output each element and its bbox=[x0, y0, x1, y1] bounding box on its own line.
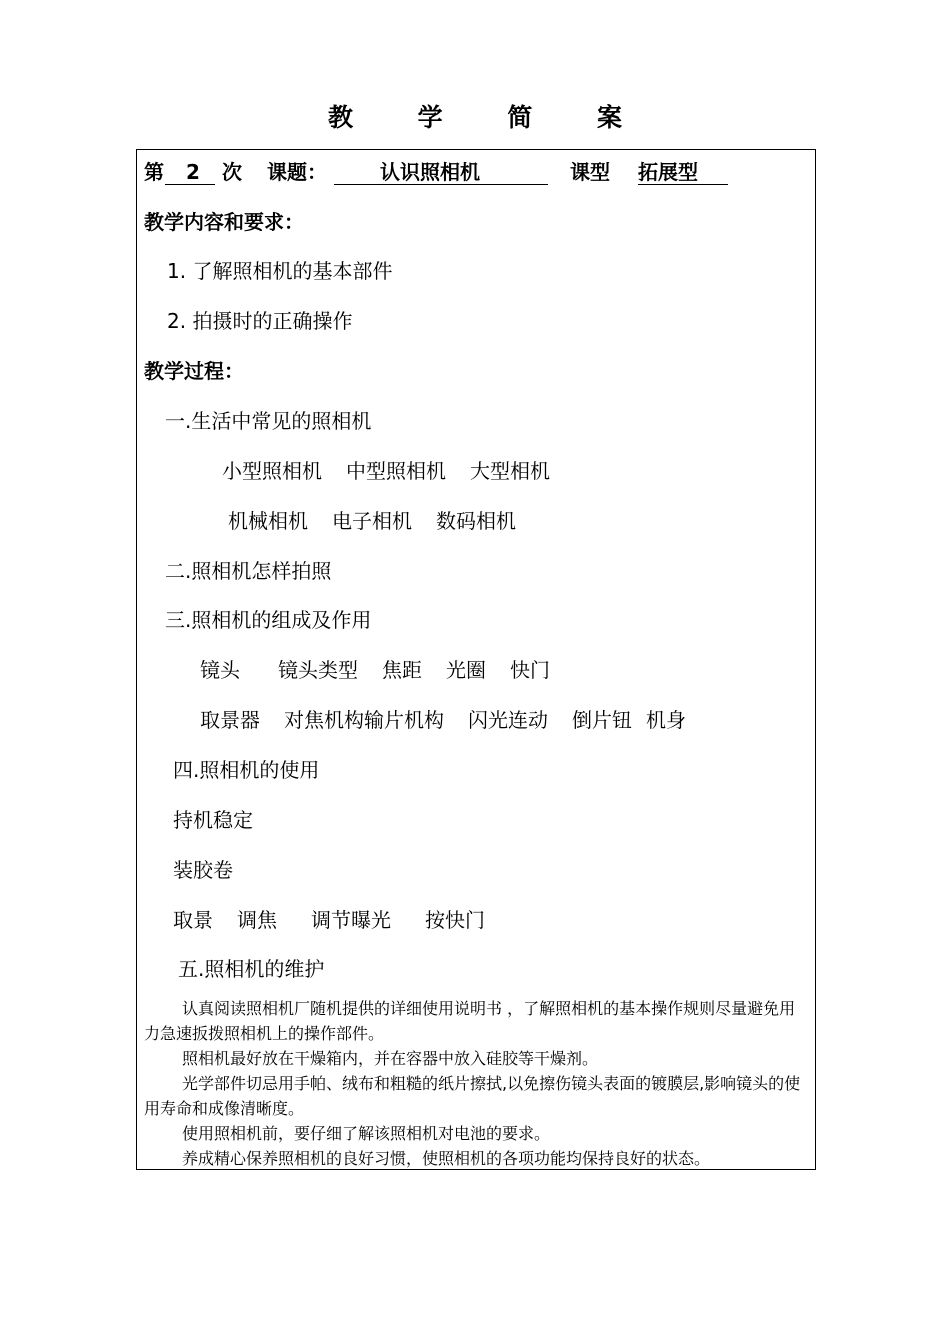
list-item: 快门 bbox=[510, 658, 550, 682]
section-title: 四.照相机的使用 bbox=[173, 758, 320, 782]
session-prefix: 第 bbox=[144, 160, 164, 184]
list-item: 闪光连动 bbox=[468, 708, 548, 732]
list-item: 大型相机 bbox=[470, 459, 550, 483]
usage-step: 持机稳定 bbox=[173, 808, 253, 832]
list-item: 调节曝光 bbox=[311, 908, 391, 932]
list-item: 调焦 bbox=[237, 908, 277, 932]
content-heading: 教学内容和要求： bbox=[144, 210, 304, 234]
type-underline bbox=[638, 184, 728, 185]
content-item: 2. 拍摄时的正确操作 bbox=[167, 309, 353, 333]
list-item: 镜头 bbox=[200, 658, 240, 682]
section-title: 二.照相机怎样拍照 bbox=[165, 559, 332, 583]
paragraph: 认真阅读照相机厂随机提供的详细使用说明书 ，了解照相机的基本操作规则尽量避免用力急速扳拨照相机上的操作部件。 bbox=[144, 999, 796, 1043]
list-item: 镜头类型 bbox=[278, 658, 358, 682]
camera-type-row bbox=[228, 507, 516, 535]
section-title: 一.生活中常见的照相机 bbox=[165, 409, 372, 433]
list-item: 取景 bbox=[173, 908, 213, 932]
page-title: 教 学 简 案 bbox=[327, 103, 651, 132]
camera-size-row bbox=[222, 457, 550, 485]
usage-steps-row bbox=[173, 906, 485, 934]
list-item: 小型照相机 bbox=[222, 459, 322, 483]
list-item: 焦距 bbox=[382, 658, 422, 682]
type-label: 课型 bbox=[570, 160, 610, 184]
list-item: 机械相机 bbox=[228, 509, 308, 533]
topic-underline bbox=[334, 184, 548, 185]
list-item: 中型照相机 bbox=[346, 459, 446, 483]
session-number: 2 bbox=[186, 160, 200, 184]
paragraph: 养成精心保养照相机的良好习惯，使照相机的各项功能均保持良好的状态。 bbox=[182, 1149, 711, 1168]
list-item: 数码相机 bbox=[436, 509, 516, 533]
section-title: 五.照相机的维护 bbox=[178, 957, 325, 981]
list-item: 取景器 bbox=[200, 708, 260, 732]
maintenance-paragraphs bbox=[144, 996, 808, 1171]
components-row bbox=[200, 656, 550, 684]
type-value: 拓展型 bbox=[638, 160, 698, 184]
components-row bbox=[200, 706, 686, 734]
content-item: 1. 了解照相机的基本部件 bbox=[167, 259, 393, 283]
session-number-underline bbox=[165, 184, 215, 185]
section-title: 三.照相机的组成及作用 bbox=[165, 608, 372, 632]
list-item: 光圈 bbox=[446, 658, 486, 682]
list-item: 倒片钮 bbox=[572, 708, 632, 732]
list-item: 机身 bbox=[646, 708, 686, 732]
paragraph: 照相机最好放在干燥箱内，并在容器中放入硅胶等干燥剂。 bbox=[182, 1049, 599, 1068]
list-item: 按快门 bbox=[425, 908, 485, 932]
topic-label: 课题： bbox=[267, 160, 327, 184]
paragraph: 使用照相机前，要仔细了解该照相机对电池的要求。 bbox=[182, 1124, 551, 1143]
topic-value: 认识照相机 bbox=[380, 160, 480, 184]
list-item: 对焦机构输片机构 bbox=[284, 708, 444, 732]
process-heading: 教学过程： bbox=[144, 359, 244, 383]
paragraph: 光学部件切忌用手帕、绒布和粗糙的纸片擦拭,以免擦伤镜头表面的镀膜层,影响镜头的使用寿命和成像清晰度。 bbox=[144, 1074, 801, 1118]
list-item: 电子相机 bbox=[332, 509, 412, 533]
usage-step: 装胶卷 bbox=[173, 858, 233, 882]
session-suffix: 次 bbox=[222, 160, 242, 184]
